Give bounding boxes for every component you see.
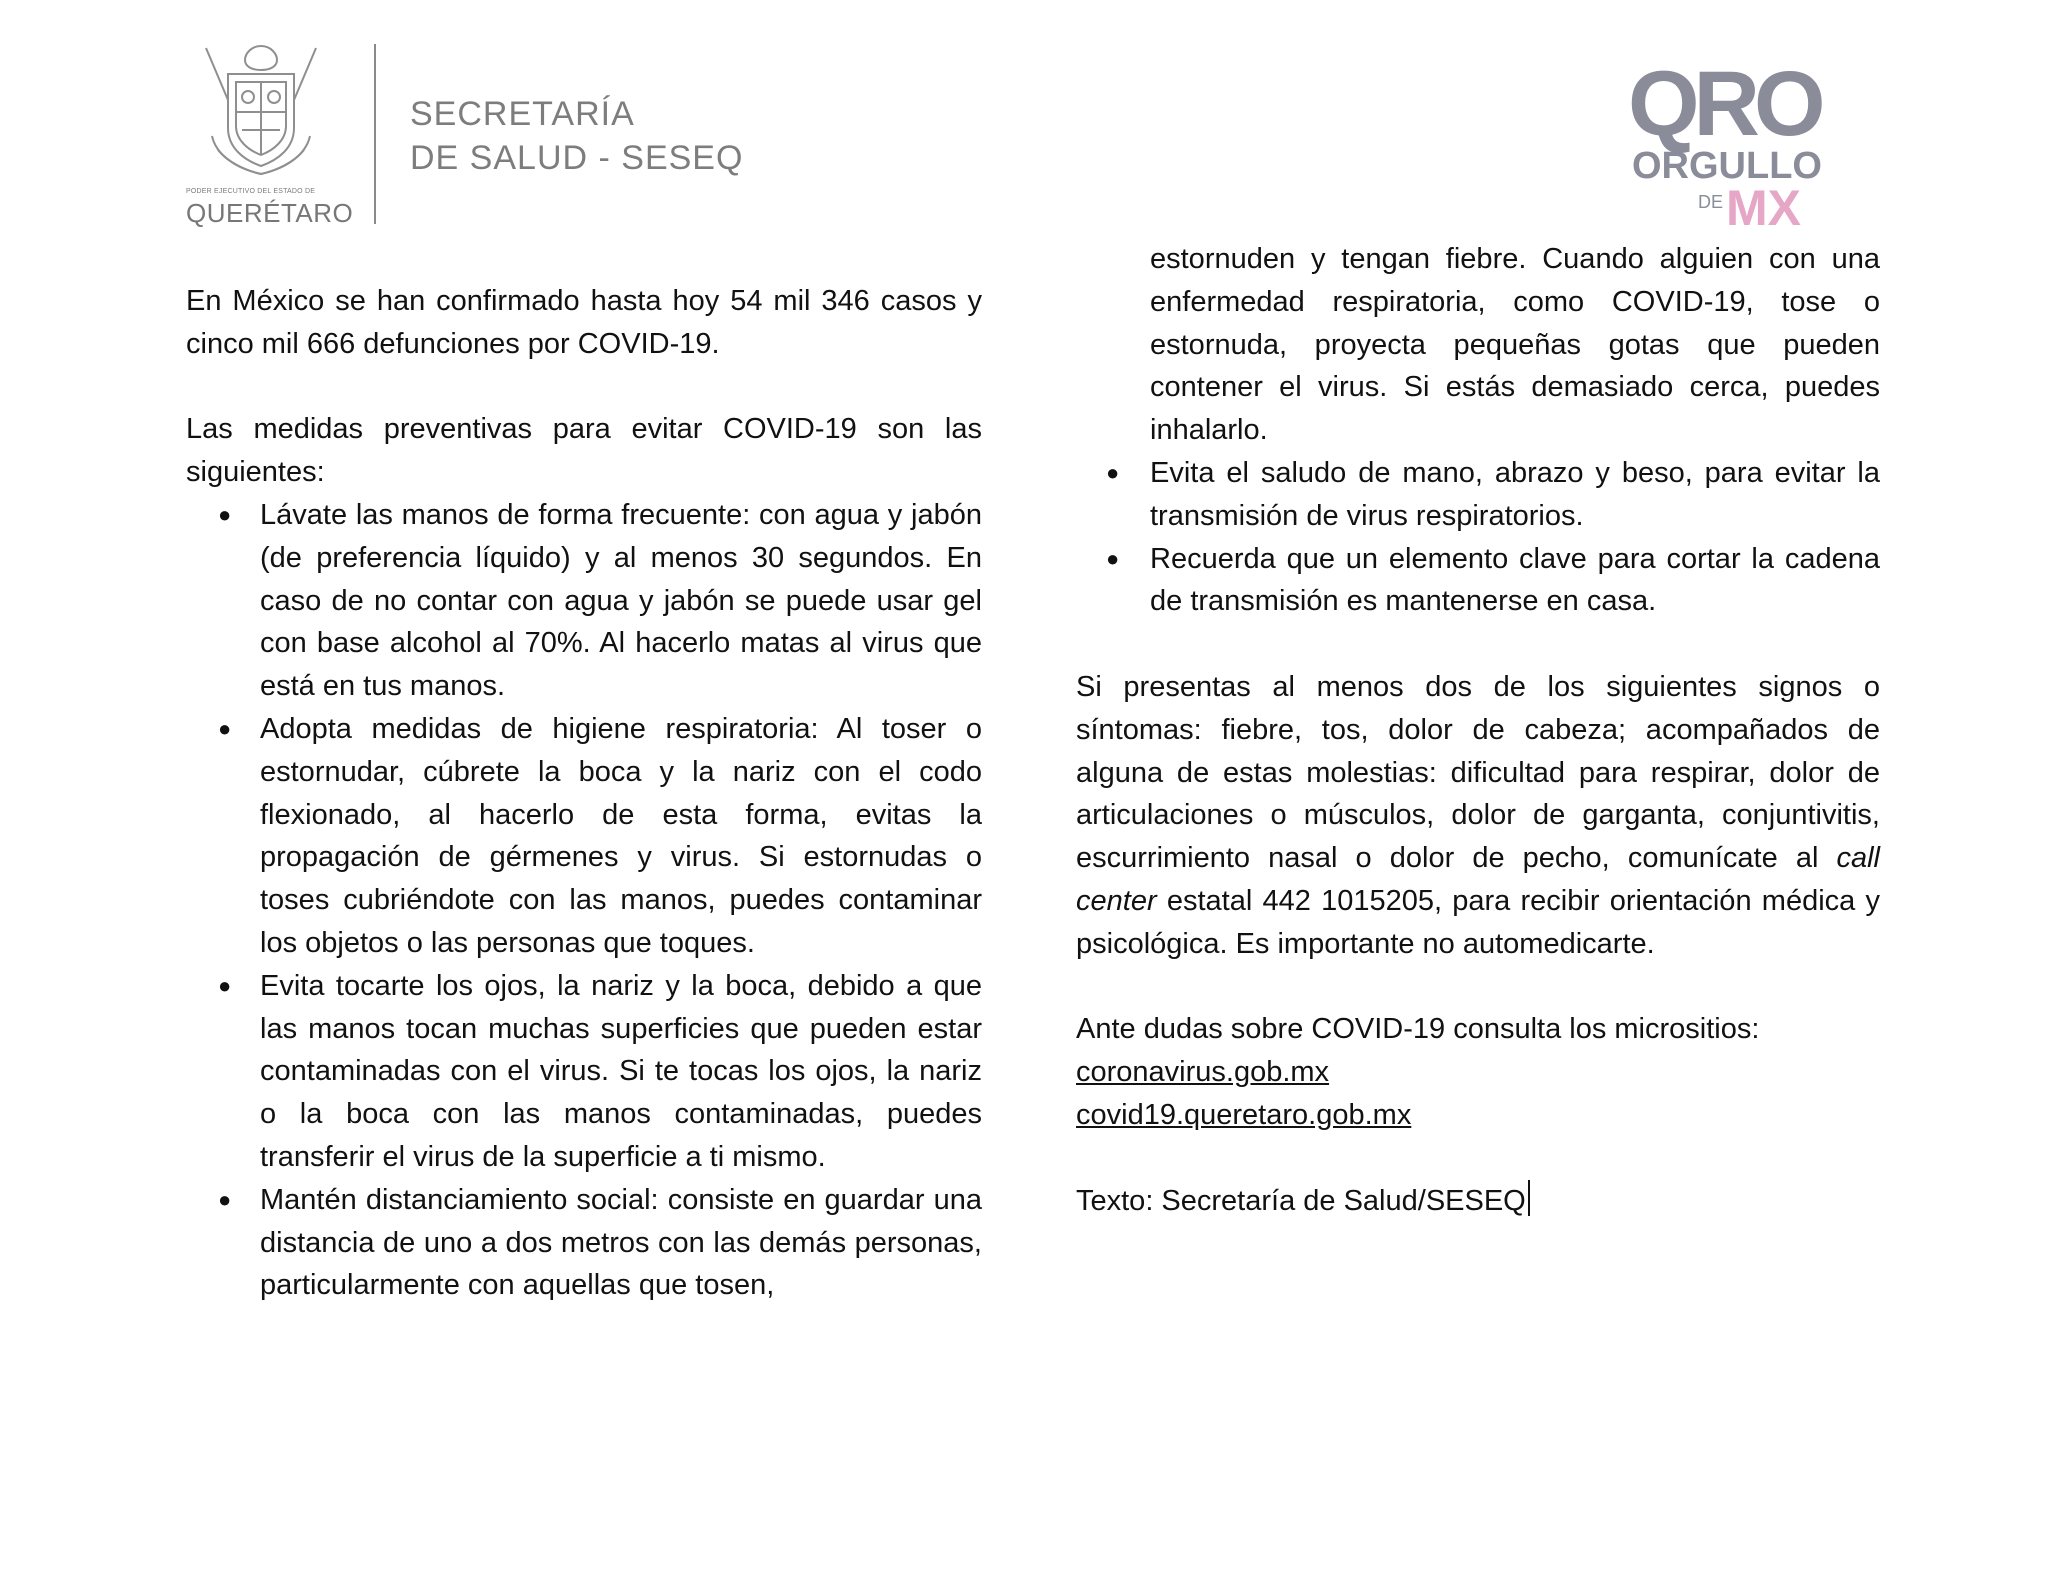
gov-caption: PODER EJECUTIVO DEL ESTADO DE [186,188,316,195]
text-cursor [1528,1180,1530,1216]
list-item [186,1179,982,1307]
secretaria-line-2: DE SALUD - SESEQ [410,139,744,177]
bullet-icon: ● [218,715,232,741]
bullet-icon: ● [1106,545,1120,571]
measures-intro: Las medidas preventivas para evitar COVID-19 son las siguientes: [186,413,982,489]
list-item [1076,452,1880,538]
bullet-icon: ● [218,501,232,527]
gov-state-name: QUERÉTARO [186,198,354,228]
cases-paragraph: En México se han confirmado hasta hoy 54 mil 346 casos y cinco mil 666 defunciones por COVID-19. [186,285,982,360]
measures-list-continued [1076,452,1880,623]
bullet-continuation: estornuden y tengan fiebre. Cuando alguien con una enfermedad respiratoria, como COVID-19, tose o estornuda, proyecta pequeñas gotas que pueden contener el virus. Si estás demasiado cerca, puedes inhalarlo. [1150,243,1880,447]
coat-of-arms-icon [198,40,324,185]
list-item [186,494,982,708]
coronavirus-link[interactable]: coronavirus.gob.mx [1076,1056,1330,1089]
queretaro-government-logo [186,40,354,230]
list-item [186,708,982,965]
bullet-icon: ● [218,972,232,998]
header-divider [374,44,376,224]
brand-top: QRO [1628,53,1820,155]
measure-text: Lávate las manos de forma frecuente: con agua y jabón (de preferencia líquido) y al menos 30 segundos. En caso de no contar con agua y jabón se puede usar gel con base alcohol al 70%. Al hacerlo matas al virus que está en tus manos. [260,498,982,703]
brand-middle: ORGULLO [1632,145,1822,187]
measure-text: Mantén distanciamiento social: consiste en guardar una distancia de uno a dos metros con las demás personas, particularmente con aquellas que tosen, [260,1183,982,1302]
symptoms-paragraph [1076,666,1880,966]
covid19-queretaro-link[interactable]: covid19.queretaro.gob.mx [1076,1098,1412,1131]
brand-de: DE [1698,192,1724,212]
secretaria-line-1: SECRETARÍA [410,95,635,133]
measure-text: Evita el saludo de mano, abrazo y beso, para evitar la transmisión de virus respiratorios. [1150,456,1880,532]
left-column [186,280,982,1307]
brand-mx: MX [1726,180,1801,236]
call-center-term: call center [1076,842,1880,917]
bullet-icon: ● [218,1186,232,1212]
measures-list [186,494,982,1307]
qro-orgullo-mx-logo [1624,53,1844,236]
symptoms-text-before: Si presentas al menos dos de los siguientes signos o síntomas: fiebre, tos, dolor de cabeza; acompañados de alguna de estas molestias: dificultad para respirar, dolor de articulaciones o músculos, dolor de garganta, conjuntivitis, escurrimiento nasal o dolor de pecho, comunícate al [1076,670,1880,875]
symptoms-text-after: estatal 442 1015205, para recibir orientación médica y psicológica. Es importante no automedicarte. [1076,884,1880,960]
credit-line [1076,1180,1880,1223]
measure-text: Adopta medidas de higiene respiratoria: Al toser o estornudar, cúbrete la boca y la nariz con el codo flexionado, al hacerlo de esta forma, evitas la propagación de gérmenes y virus. Si estornudas o toses cubriéndote con las manos, puedes contaminar los objetos o las personas que toques. [260,712,982,959]
secretaria-title [410,92,743,180]
measure-text: Evita tocarte los ojos, la nariz y la boca, debido a que las manos tocan muchas superficies que pueden estar contaminadas con el virus. Si te tocas los ojos, la nariz o la boca con las manos contaminadas, puedes transferir el virus de la superficie a ti mismo. [260,969,982,1173]
bullet-icon: ● [1106,459,1120,485]
right-column [1076,238,1880,1222]
measure-text: Recuerda que un elemento clave para cortar la cadena de transmisión es mantenerse en casa. [1150,542,1880,618]
sites-intro: Ante dudas sobre COVID-19 consulta los micrositios: [1076,1013,1760,1046]
list-item [186,965,982,1179]
credit-text: Texto: Secretaría de Salud/SESEQ [1076,1184,1526,1217]
list-item [1076,538,1880,624]
